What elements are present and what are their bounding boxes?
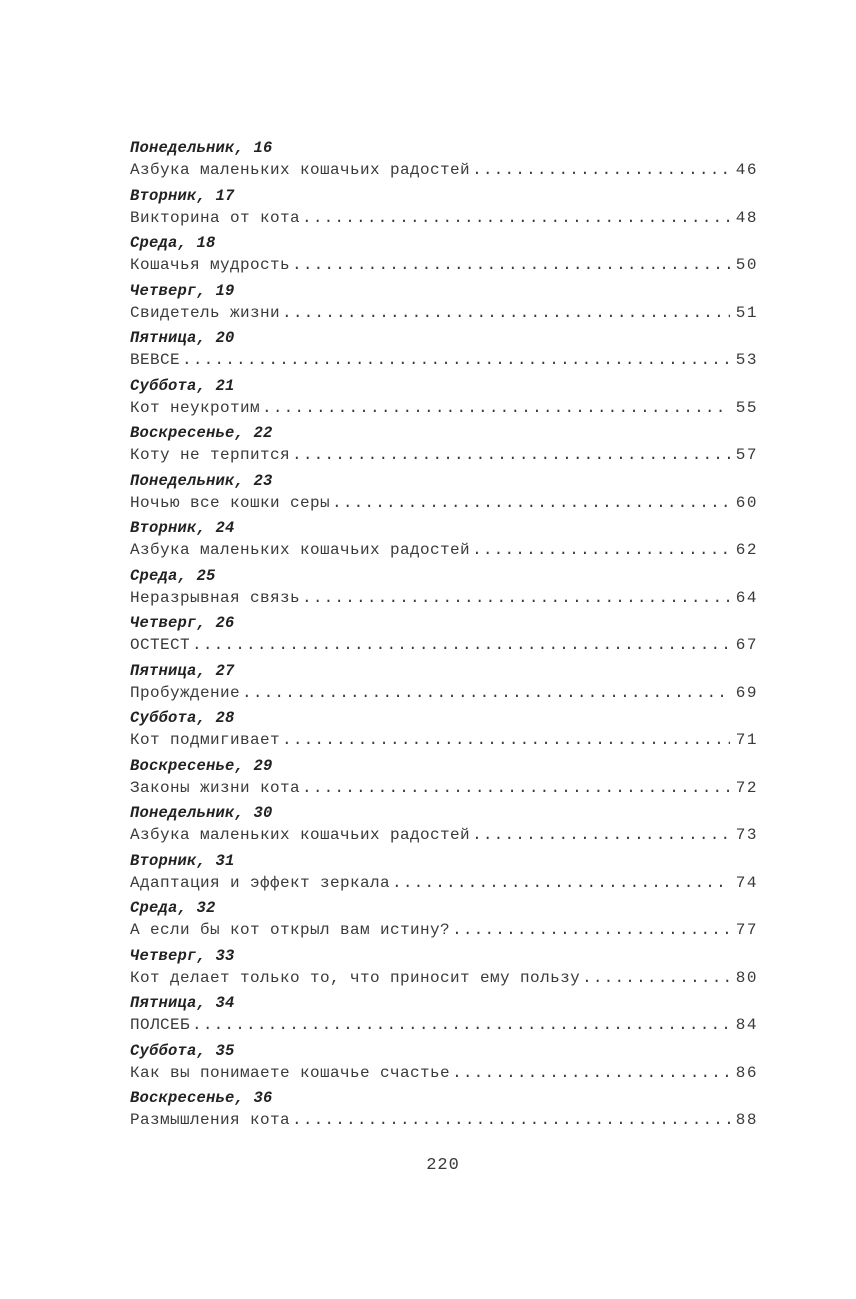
toc-entry-title: Пробуждение [130, 683, 241, 702]
toc-line [130, 1062, 758, 1084]
toc-day-heading: Четверг, 33 [130, 946, 235, 965]
toc-entry-title: Законы жизни кота [130, 778, 301, 797]
toc-day-heading: Пятница, 20 [130, 329, 235, 347]
dot-leader [472, 539, 730, 561]
dot-leader [192, 1014, 730, 1036]
toc-line [130, 539, 758, 561]
dot-leader [472, 824, 730, 846]
toc-entry-title: ВЕВСЕ [130, 351, 181, 369]
toc-day-heading: Суббота, 35 [130, 1041, 235, 1060]
toc-line [130, 587, 758, 609]
toc-entry [130, 422, 758, 470]
toc-line [130, 349, 758, 371]
toc-entry-title: Азбука маленьких кошачьих радостей [130, 541, 471, 559]
toc-line [130, 919, 758, 941]
toc-line [130, 492, 758, 514]
toc-entry [130, 1040, 758, 1088]
toc-day-heading: Воскресенье, 36 [130, 1089, 273, 1107]
toc-entry-page: 62 [735, 541, 758, 559]
toc-day-heading: Среда, 32 [130, 899, 216, 917]
toc-entry [130, 327, 758, 375]
toc-entry-title: Азбука маленьких кошачьих радостей [130, 161, 471, 179]
toc-day-heading: Четверг, 26 [130, 614, 235, 632]
dot-leader [262, 397, 730, 419]
toc-day-heading: Среда, 18 [130, 234, 216, 252]
toc-entry-title: ОСТЕСТ [130, 636, 191, 654]
toc-line [130, 729, 758, 751]
toc-line [130, 302, 758, 324]
toc-day-heading: Воскресенье, 29 [130, 756, 273, 775]
toc-entry [130, 755, 758, 803]
toc-entry-page: 51 [735, 303, 758, 322]
toc-entry-page: 71 [735, 731, 758, 749]
table-of-contents [130, 137, 758, 1135]
toc-line [130, 207, 758, 229]
toc-entry [130, 232, 758, 280]
toc-entry [130, 802, 758, 850]
toc-entry-title: Кот подмигивает [130, 731, 281, 749]
toc-entry-title: Кошачья мудрость [130, 256, 291, 274]
toc-entry-title: Адаптация и эффект зеркала [130, 873, 391, 892]
toc-entry [130, 1087, 758, 1135]
toc-entry-page: 60 [735, 493, 758, 512]
toc-entry-title: Викторина от кота [130, 208, 301, 227]
toc-entry-page: 67 [735, 636, 758, 654]
toc-day-heading: Воскресенье, 22 [130, 424, 273, 442]
dot-leader [292, 1109, 730, 1131]
toc-entry-page: 48 [735, 208, 758, 227]
toc-line [130, 1109, 758, 1131]
toc-entry-title: Свидетель жизни [130, 303, 281, 322]
toc-entry-page: 80 [735, 968, 758, 987]
dot-leader [182, 349, 730, 371]
toc-entry-title: Кот неукротим [130, 398, 261, 417]
toc-line [130, 254, 758, 276]
toc-line [130, 634, 758, 656]
toc-day-heading: Среда, 25 [130, 566, 216, 585]
toc-entry [130, 897, 758, 945]
toc-entry [130, 470, 758, 518]
dot-leader [282, 729, 730, 751]
toc-entry-title: Размышления кота [130, 1111, 291, 1129]
toc-entry [130, 612, 758, 660]
dot-leader [452, 919, 730, 941]
toc-entry-page: 88 [735, 1111, 758, 1129]
toc-line [130, 159, 758, 181]
toc-day-heading: Четверг, 19 [130, 281, 235, 300]
toc-entry [130, 280, 758, 328]
toc-entry-page: 72 [735, 778, 758, 797]
toc-entry-title: Кот делает только то, что приносит ему пользу [130, 968, 581, 987]
toc-entry-page: 50 [735, 256, 758, 274]
toc-entry [130, 992, 758, 1040]
toc-line [130, 872, 758, 894]
dot-leader [582, 967, 730, 989]
toc-entry [130, 565, 758, 613]
toc-day-heading: Суббота, 21 [130, 376, 235, 395]
toc-entry-page: 74 [735, 873, 758, 892]
dot-leader [452, 1062, 730, 1084]
toc-entry-page: 84 [735, 1016, 758, 1034]
toc-entry-title: Как вы понимаете кошачье счастье [130, 1063, 451, 1082]
toc-line [130, 682, 758, 704]
toc-line [130, 397, 758, 419]
toc-entry-page: 73 [735, 826, 758, 844]
dot-leader [192, 634, 730, 656]
toc-day-heading: Пятница, 27 [130, 661, 235, 680]
toc-entry-title: Азбука маленьких кошачьих радостей [130, 826, 471, 844]
toc-entry-title: Коту не терпится [130, 446, 291, 464]
toc-entry-page: 69 [735, 683, 758, 702]
dot-leader [292, 444, 730, 466]
dot-leader [472, 159, 730, 181]
toc-entry [130, 185, 758, 233]
dot-leader [302, 207, 730, 229]
toc-day-heading: Понедельник, 16 [130, 139, 273, 157]
toc-line [130, 444, 758, 466]
toc-day-heading: Вторник, 31 [130, 851, 235, 870]
toc-entry [130, 850, 758, 898]
toc-day-heading: Суббота, 28 [130, 709, 235, 727]
dot-leader [282, 302, 730, 324]
toc-day-heading: Пятница, 34 [130, 994, 235, 1012]
toc-entry-title: А если бы кот открыл вам истину? [130, 921, 451, 939]
dot-leader [302, 777, 730, 799]
dot-leader [242, 682, 730, 704]
toc-entry-page: 86 [735, 1063, 758, 1082]
toc-entry [130, 517, 758, 565]
toc-day-heading: Вторник, 17 [130, 186, 235, 205]
toc-line [130, 967, 758, 989]
toc-entry-title: Ночью все кошки серы [130, 493, 331, 512]
toc-entry-page: 77 [735, 921, 758, 939]
toc-entry [130, 660, 758, 708]
toc-entry [130, 375, 758, 423]
toc-line [130, 777, 758, 799]
toc-entry [130, 945, 758, 993]
page-number: 220 [426, 1156, 460, 1175]
toc-day-heading: Вторник, 24 [130, 519, 235, 537]
toc-day-heading: Понедельник, 30 [130, 804, 273, 822]
dot-leader [292, 254, 730, 276]
dot-leader [392, 872, 730, 894]
toc-entry-page: 46 [735, 161, 758, 179]
toc-entry-page: 64 [735, 588, 758, 607]
dot-leader [302, 587, 730, 609]
toc-entry-page: 53 [735, 351, 758, 369]
toc-line [130, 1014, 758, 1036]
toc-entry [130, 137, 758, 185]
toc-entry-title: ПОЛСЕБ [130, 1016, 191, 1034]
toc-entry-title: Неразрывная связь [130, 588, 301, 607]
toc-entry-page: 57 [735, 446, 758, 464]
toc-entry [130, 707, 758, 755]
toc-entry-page: 55 [735, 398, 758, 417]
toc-day-heading: Понедельник, 23 [130, 471, 273, 490]
dot-leader [332, 492, 730, 514]
toc-line [130, 824, 758, 846]
